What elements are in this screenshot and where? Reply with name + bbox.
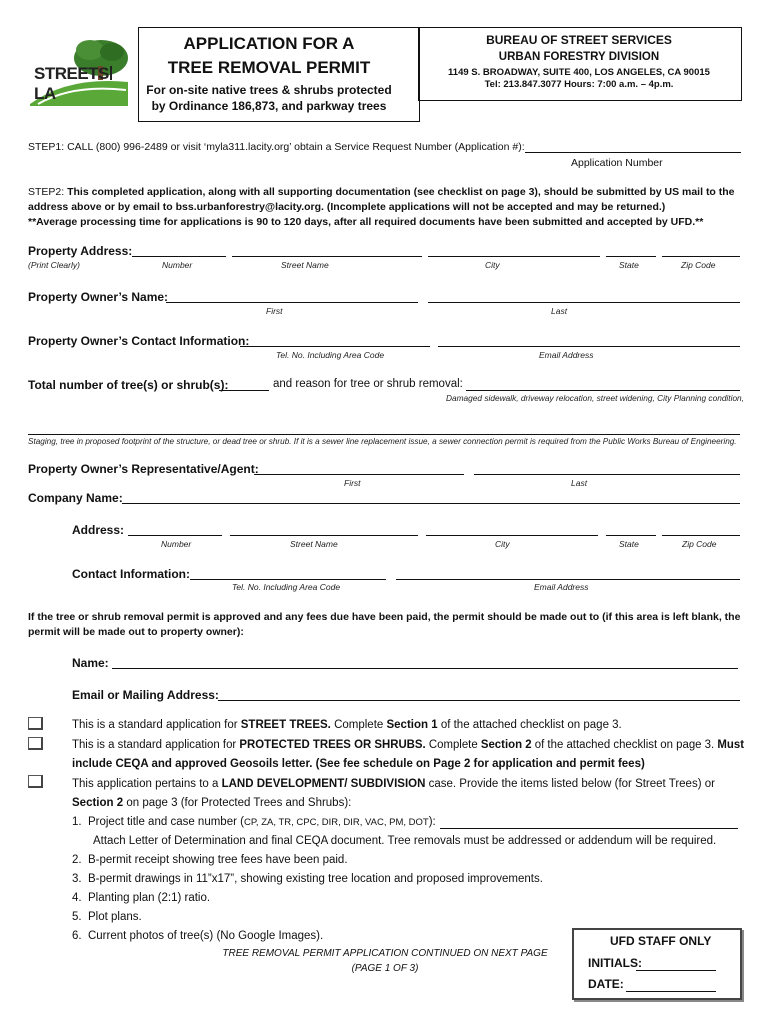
list-item: 6. Current photos of tree(s) (No Google Images). bbox=[72, 930, 324, 942]
project-title-input[interactable] bbox=[440, 816, 738, 829]
owner-tel-input[interactable] bbox=[240, 334, 430, 347]
subtitle-line1: For on-site native trees & shrubs protected bbox=[146, 83, 392, 97]
footer-continued: TREE REMOVAL PERMIT APPLICATION CONTINUED ON NEXT PAGE bbox=[222, 948, 548, 959]
option-protected-trees-text: This is a standard application for PROTECTED TREES OR SHRUBS. Complete Section 2 of the attached checklist on page 3. Must bbox=[72, 739, 744, 751]
property-state-caption: State bbox=[619, 260, 639, 270]
land-development-checkbox[interactable] bbox=[28, 775, 43, 788]
step1-text: STEP1: CALL (800) 996-2489 or visit ‘myla311.lacity.org’ obtain a Service Request Number (Application #): bbox=[28, 141, 525, 153]
staff-initials-label: INITIALS: bbox=[588, 956, 642, 970]
rep-first-name-input[interactable] bbox=[254, 462, 464, 475]
option-land-development-line2: Section 2 on page 3 (for Protected Trees and Shrubs): bbox=[72, 797, 352, 809]
logo-text-la: LA bbox=[34, 84, 56, 103]
owner-contact-label: Property Owner’s Contact Information: bbox=[28, 334, 250, 348]
rep-state-caption: State bbox=[619, 539, 639, 549]
logo-text-streets: STREETS bbox=[34, 64, 109, 83]
payee-name-input[interactable] bbox=[112, 656, 738, 669]
title-line2: TREE REMOVAL PERMIT bbox=[167, 58, 371, 77]
ufd-staff-title: UFD STAFF ONLY bbox=[610, 934, 712, 948]
company-name-input[interactable] bbox=[122, 491, 740, 504]
rep-email-caption: Email Address bbox=[534, 582, 589, 592]
owner-last-caption: Last bbox=[551, 306, 568, 316]
rep-tel-caption: Tel. No. Including Area Code bbox=[232, 582, 341, 592]
property-zip-input[interactable] bbox=[662, 244, 740, 257]
option-street-trees-text: This is a standard application for STREET TREES. Complete Section 1 of the attached checklist on page 3. bbox=[72, 719, 622, 731]
rep-address-label: Address: bbox=[72, 523, 125, 537]
list-item: 1. Project title and case number (CP, ZA, TR, CPC, DIR, DIR, VAC, PM, DOT): bbox=[72, 816, 436, 828]
step2-line2: address above or by email to bss.urbanforestry@lacity.org. (Incomplete applications will not be accepted and may be returned.) bbox=[28, 201, 666, 213]
list-item: 3. B-permit drawings in 11”x17”, showing existing tree location and proposed improvements. bbox=[72, 873, 543, 885]
property-address-label: Property Address: bbox=[28, 244, 133, 258]
bureau-address: 1149 S. BROADWAY, SUITE 400, LOS ANGELES, CA 90015 bbox=[448, 67, 710, 78]
rep-street-caption: Street Name bbox=[290, 539, 338, 549]
rep-zip-input[interactable] bbox=[662, 523, 740, 536]
list-item: 2. B-permit receipt showing tree fees have been paid. bbox=[72, 854, 348, 866]
list-item: 4. Planting plan (2:1) ratio. bbox=[72, 892, 211, 904]
payee-email-input[interactable] bbox=[218, 688, 740, 701]
rep-number-caption: Number bbox=[161, 539, 192, 549]
step2-line3: **Average processing time for applications is 90 to 120 days, after all required documents have been submitted and accepted by UFD.** bbox=[28, 216, 704, 228]
protected-trees-checkbox[interactable] bbox=[28, 737, 43, 750]
application-number-input[interactable] bbox=[525, 140, 741, 153]
company-name-label: Company Name: bbox=[28, 491, 123, 505]
title-line1: APPLICATION FOR A bbox=[183, 34, 355, 53]
payee-email-label: Email or Mailing Address: bbox=[72, 688, 219, 702]
owner-first-name-input[interactable] bbox=[166, 290, 418, 303]
rep-city-input[interactable] bbox=[426, 523, 598, 536]
rep-contact-label: Contact Information: bbox=[72, 567, 190, 581]
rep-email-input[interactable] bbox=[396, 567, 740, 580]
owner-name-label: Property Owner’s Name: bbox=[28, 290, 169, 304]
step2-prefix: STEP2: bbox=[28, 186, 68, 198]
property-city-input[interactable] bbox=[428, 244, 600, 257]
payee-text-line1: If the tree or shrub removal permit is approved and any fees due have been paid, the permit should be made out to (if this area is left blank, the bbox=[28, 611, 741, 623]
print-clearly-caption: (Print Clearly) bbox=[28, 260, 80, 270]
rep-street-input[interactable] bbox=[230, 523, 418, 536]
rep-first-caption: First bbox=[344, 478, 361, 488]
street-trees-checkbox[interactable] bbox=[28, 717, 43, 730]
owner-email-input[interactable] bbox=[438, 334, 740, 347]
option-protected-trees-line2: include CEQA and approved Geosoils letter. (See fee schedule on Page 2 for application and permit fees) bbox=[72, 758, 645, 770]
property-number-input[interactable] bbox=[132, 244, 226, 257]
application-number-caption: Application Number bbox=[571, 157, 663, 169]
step2-line1: This completed application, along with all supporting documentation (see checklist on page 3), should be submitted by US mail to the bbox=[67, 186, 735, 198]
payee-name-label: Name: bbox=[72, 656, 109, 670]
bureau-tel: Tel: 213.847.3077 Hours: 7:00 a.m. – 4p.m. bbox=[484, 79, 674, 90]
property-street-input[interactable] bbox=[232, 244, 422, 257]
removal-reason-input[interactable] bbox=[466, 378, 740, 391]
tree-count-label: Total number of tree(s) or shrub(s): bbox=[28, 378, 229, 392]
rep-last-name-input[interactable] bbox=[474, 462, 740, 475]
payee-text-line2: permit will be made out to property owner): bbox=[28, 626, 244, 638]
owner-first-caption: First bbox=[266, 306, 283, 316]
property-number-caption: Number bbox=[162, 260, 193, 270]
staff-date-label: DATE: bbox=[588, 977, 624, 991]
rep-state-input[interactable] bbox=[606, 523, 656, 536]
list-item: Attach Letter of Determination and final CEQA document. Tree removals must be addressed or addendum will be required. bbox=[93, 835, 717, 847]
removal-reason-caption1: Damaged sidewalk, driveway relocation, street widening, City Planning condition, bbox=[446, 393, 744, 403]
property-zip-caption: Zip Code bbox=[681, 260, 716, 270]
division-name: URBAN FORESTRY DIVISION bbox=[498, 51, 660, 63]
removal-reason-label: and reason for tree or shrub removal: bbox=[273, 378, 463, 390]
representative-label: Property Owner’s Representative/Agent: bbox=[28, 462, 259, 476]
subtitle-line2: by Ordinance 186,873, and parkway trees bbox=[151, 99, 387, 113]
rep-number-input[interactable] bbox=[128, 523, 222, 536]
property-street-caption: Street Name bbox=[281, 260, 329, 270]
rep-tel-input[interactable] bbox=[190, 567, 386, 580]
option-land-development-text: This application pertains to a LAND DEVELOPMENT/ SUBDIVISION case. Provide the items listed below (for Street Trees) or bbox=[72, 778, 715, 790]
rep-last-caption: Last bbox=[571, 478, 588, 488]
rep-zip-caption: Zip Code bbox=[682, 539, 717, 549]
staff-date-input[interactable] bbox=[626, 979, 716, 992]
removal-reason-caption2: Staging, tree in proposed footprint of the structure, or dead tree or shrub. If it is a sewer line replacement issue, a sewer connection permit is required from the Public Works Bureau of Engineering. bbox=[28, 437, 737, 446]
footer-page-number: (PAGE 1 OF 3) bbox=[351, 963, 419, 974]
property-city-caption: City bbox=[485, 260, 500, 270]
owner-tel-caption: Tel. No. Including Area Code bbox=[276, 350, 385, 360]
removal-reason-input-2[interactable] bbox=[28, 422, 740, 435]
tree-count-input[interactable] bbox=[219, 378, 269, 391]
list-item: 5. Plot plans. bbox=[72, 911, 142, 923]
property-state-input[interactable] bbox=[606, 244, 656, 257]
bureau-name: BUREAU OF STREET SERVICES bbox=[486, 33, 672, 47]
streets-la-logo bbox=[28, 36, 130, 108]
rep-city-caption: City bbox=[495, 539, 510, 549]
owner-email-caption: Email Address bbox=[539, 350, 594, 360]
owner-last-name-input[interactable] bbox=[428, 290, 740, 303]
staff-initials-input[interactable] bbox=[636, 958, 716, 971]
